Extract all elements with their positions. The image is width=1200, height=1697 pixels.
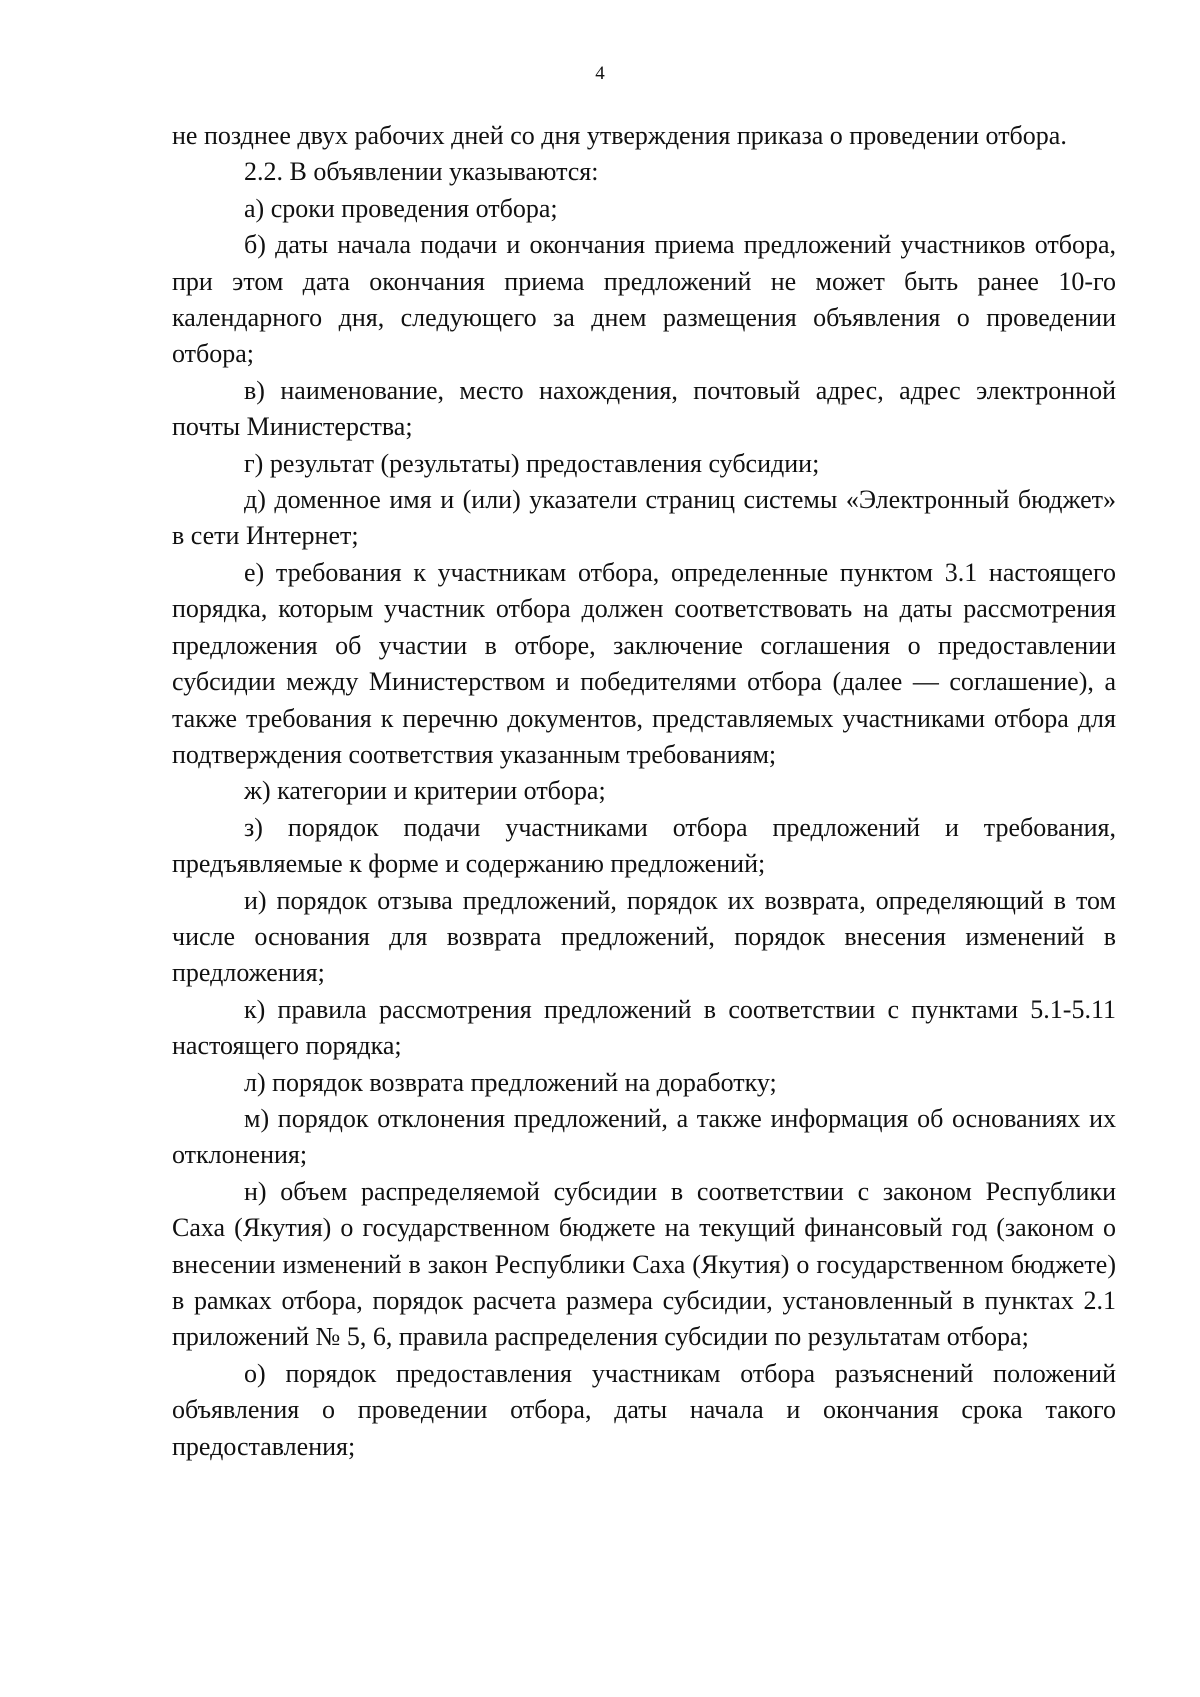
list-item-n: н) объем распределяемой субсидии в соответствии с законом Республики Саха (Якутия) о государственном бюджете на текущий финансовый год (законом о внесении изменений в закон Республики Саха (Якутия) о государственном бюджете) в рамках отбора, порядок расчета размера субсидии, установленный в пунктах 2.1 приложений № 5, 6, правила распределения субсидии по результатам отбора;	[172, 1176, 1116, 1352]
page-number: 4	[595, 63, 605, 84]
list-item-o: о) порядок предоставления участникам отбора разъяснений положений объявления о проведении отбора, даты начала и окончания срока такого предоставления;	[172, 1358, 1116, 1461]
list-item-v: в) наименование, место нахождения, почтовый адрес, адрес электронной почты Министерства;	[172, 375, 1116, 442]
paragraph-continuation: не позднее двух рабочих дней со дня утверждения приказа о проведении отбора.	[172, 121, 1067, 150]
document-body	[172, 118, 1116, 1465]
paragraph-section-2-2: 2.2. В объявлении указываются:	[244, 157, 599, 187]
list-item-a: а) сроки проведения отбора;	[244, 193, 558, 223]
list-item-zh: ж) категории и критерии отбора;	[244, 776, 606, 806]
list-item-b: б) даты начала подачи и окончания приема предложений участников отбора, при этом дата окончания приема предложений не может быть ранее 10-го календарного дня, следующего за днем размещения объявления о проведении отбора;	[172, 230, 1116, 369]
list-item-z: з) порядок подачи участниками отбора предложений и требования, предъявляемые к форме и содержанию предложений;	[172, 812, 1116, 879]
list-item-k: к) правила рассмотрения предложений в соответствии с пунктами 5.1-5.11 настоящего порядка;	[172, 994, 1116, 1061]
list-item-m: м) порядок отклонения предложений, а также информация об основаниях их отклонения;	[172, 1103, 1116, 1170]
list-item-g: г) результат (результаты) предоставления субсидии;	[244, 448, 820, 478]
list-item-e: е) требования к участникам отбора, определенные пунктом 3.1 настоящего порядка, которым участник отбора должен соответствовать на даты рассмотрения предложения об участии в отборе, заключение соглашения о предоставлении субсидии между Министерством и победителями отбора (далее — соглашение), а также требования к перечню документов, представляемых участниками отбора для подтверждения соответствия указанным требованиям;	[172, 557, 1116, 769]
list-item-i: и) порядок отзыва предложений, порядок их возврата, определяющий в том числе основания для возврата предложений, порядок внесения изменений в предложения;	[172, 885, 1116, 988]
list-item-d: д) доменное имя и (или) указатели страниц системы «Электронный бюджет» в сети Интернет;	[172, 485, 1116, 551]
list-item-l: л) порядок возврата предложений на доработку;	[244, 1067, 777, 1097]
